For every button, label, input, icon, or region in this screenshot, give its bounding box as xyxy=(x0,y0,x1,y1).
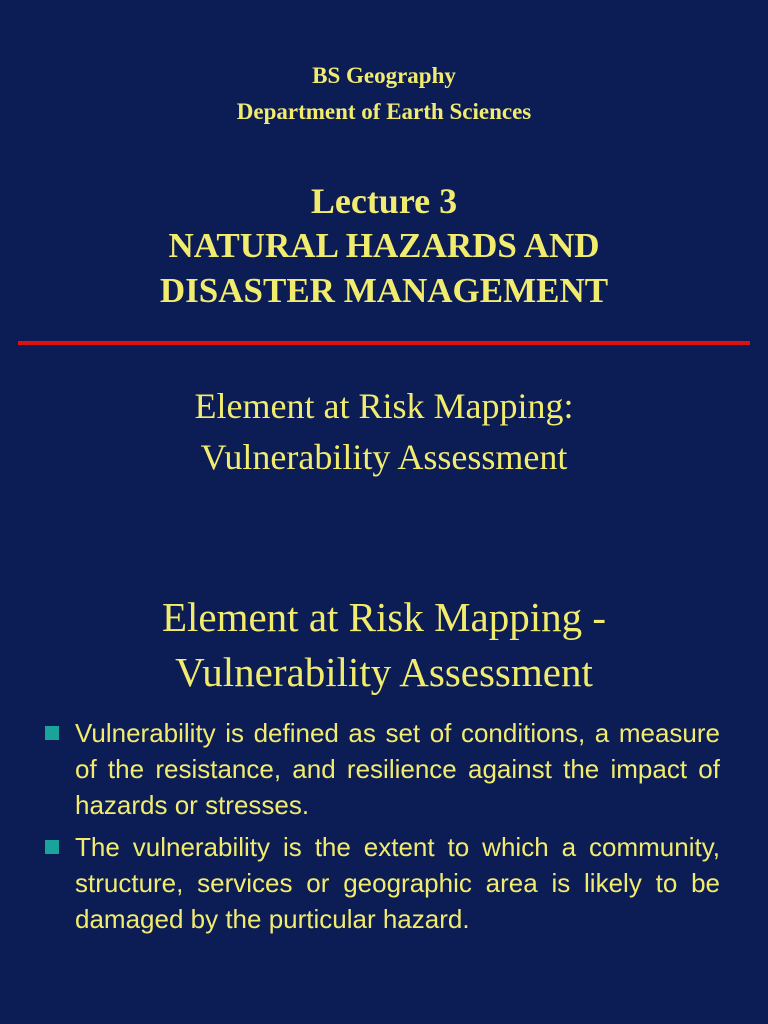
lecture-title-block xyxy=(0,179,768,313)
subtitle-line-1: Element at Risk Mapping: xyxy=(194,386,574,426)
lecture-subtitle xyxy=(0,381,768,483)
bullet-text: The vulnerability is the extent to which a community, structure, services or geographic area is likely to be damaged by the purticular hazard. xyxy=(75,832,720,934)
lecture-title-line-2: DISASTER MANAGEMENT xyxy=(159,271,609,310)
bullet-text: Vulnerability is defined as set of conditions, a measure of the resistance, and resilience against the impact of hazards or stresses. xyxy=(75,718,720,820)
bullet-item xyxy=(44,829,720,937)
bullet-list xyxy=(44,715,720,943)
program-name: BS Geography xyxy=(312,63,456,88)
slide-heading-line-1: Element at Risk Mapping - xyxy=(161,594,607,640)
slide-heading-line-2: Vulnerability Assessment xyxy=(175,649,593,695)
lecture-title-line-1: NATURAL HAZARDS AND xyxy=(168,226,600,265)
course-header xyxy=(0,58,768,130)
department-name: Department of Earth Sciences xyxy=(236,99,532,124)
square-bullet-icon xyxy=(45,840,59,854)
square-bullet-icon xyxy=(45,726,59,740)
lecture-number: Lecture 3 xyxy=(310,181,458,221)
bullet-item xyxy=(44,715,720,823)
red-divider xyxy=(18,341,750,345)
subtitle-line-2: Vulnerability Assessment xyxy=(200,437,568,477)
slide-heading xyxy=(0,590,768,700)
